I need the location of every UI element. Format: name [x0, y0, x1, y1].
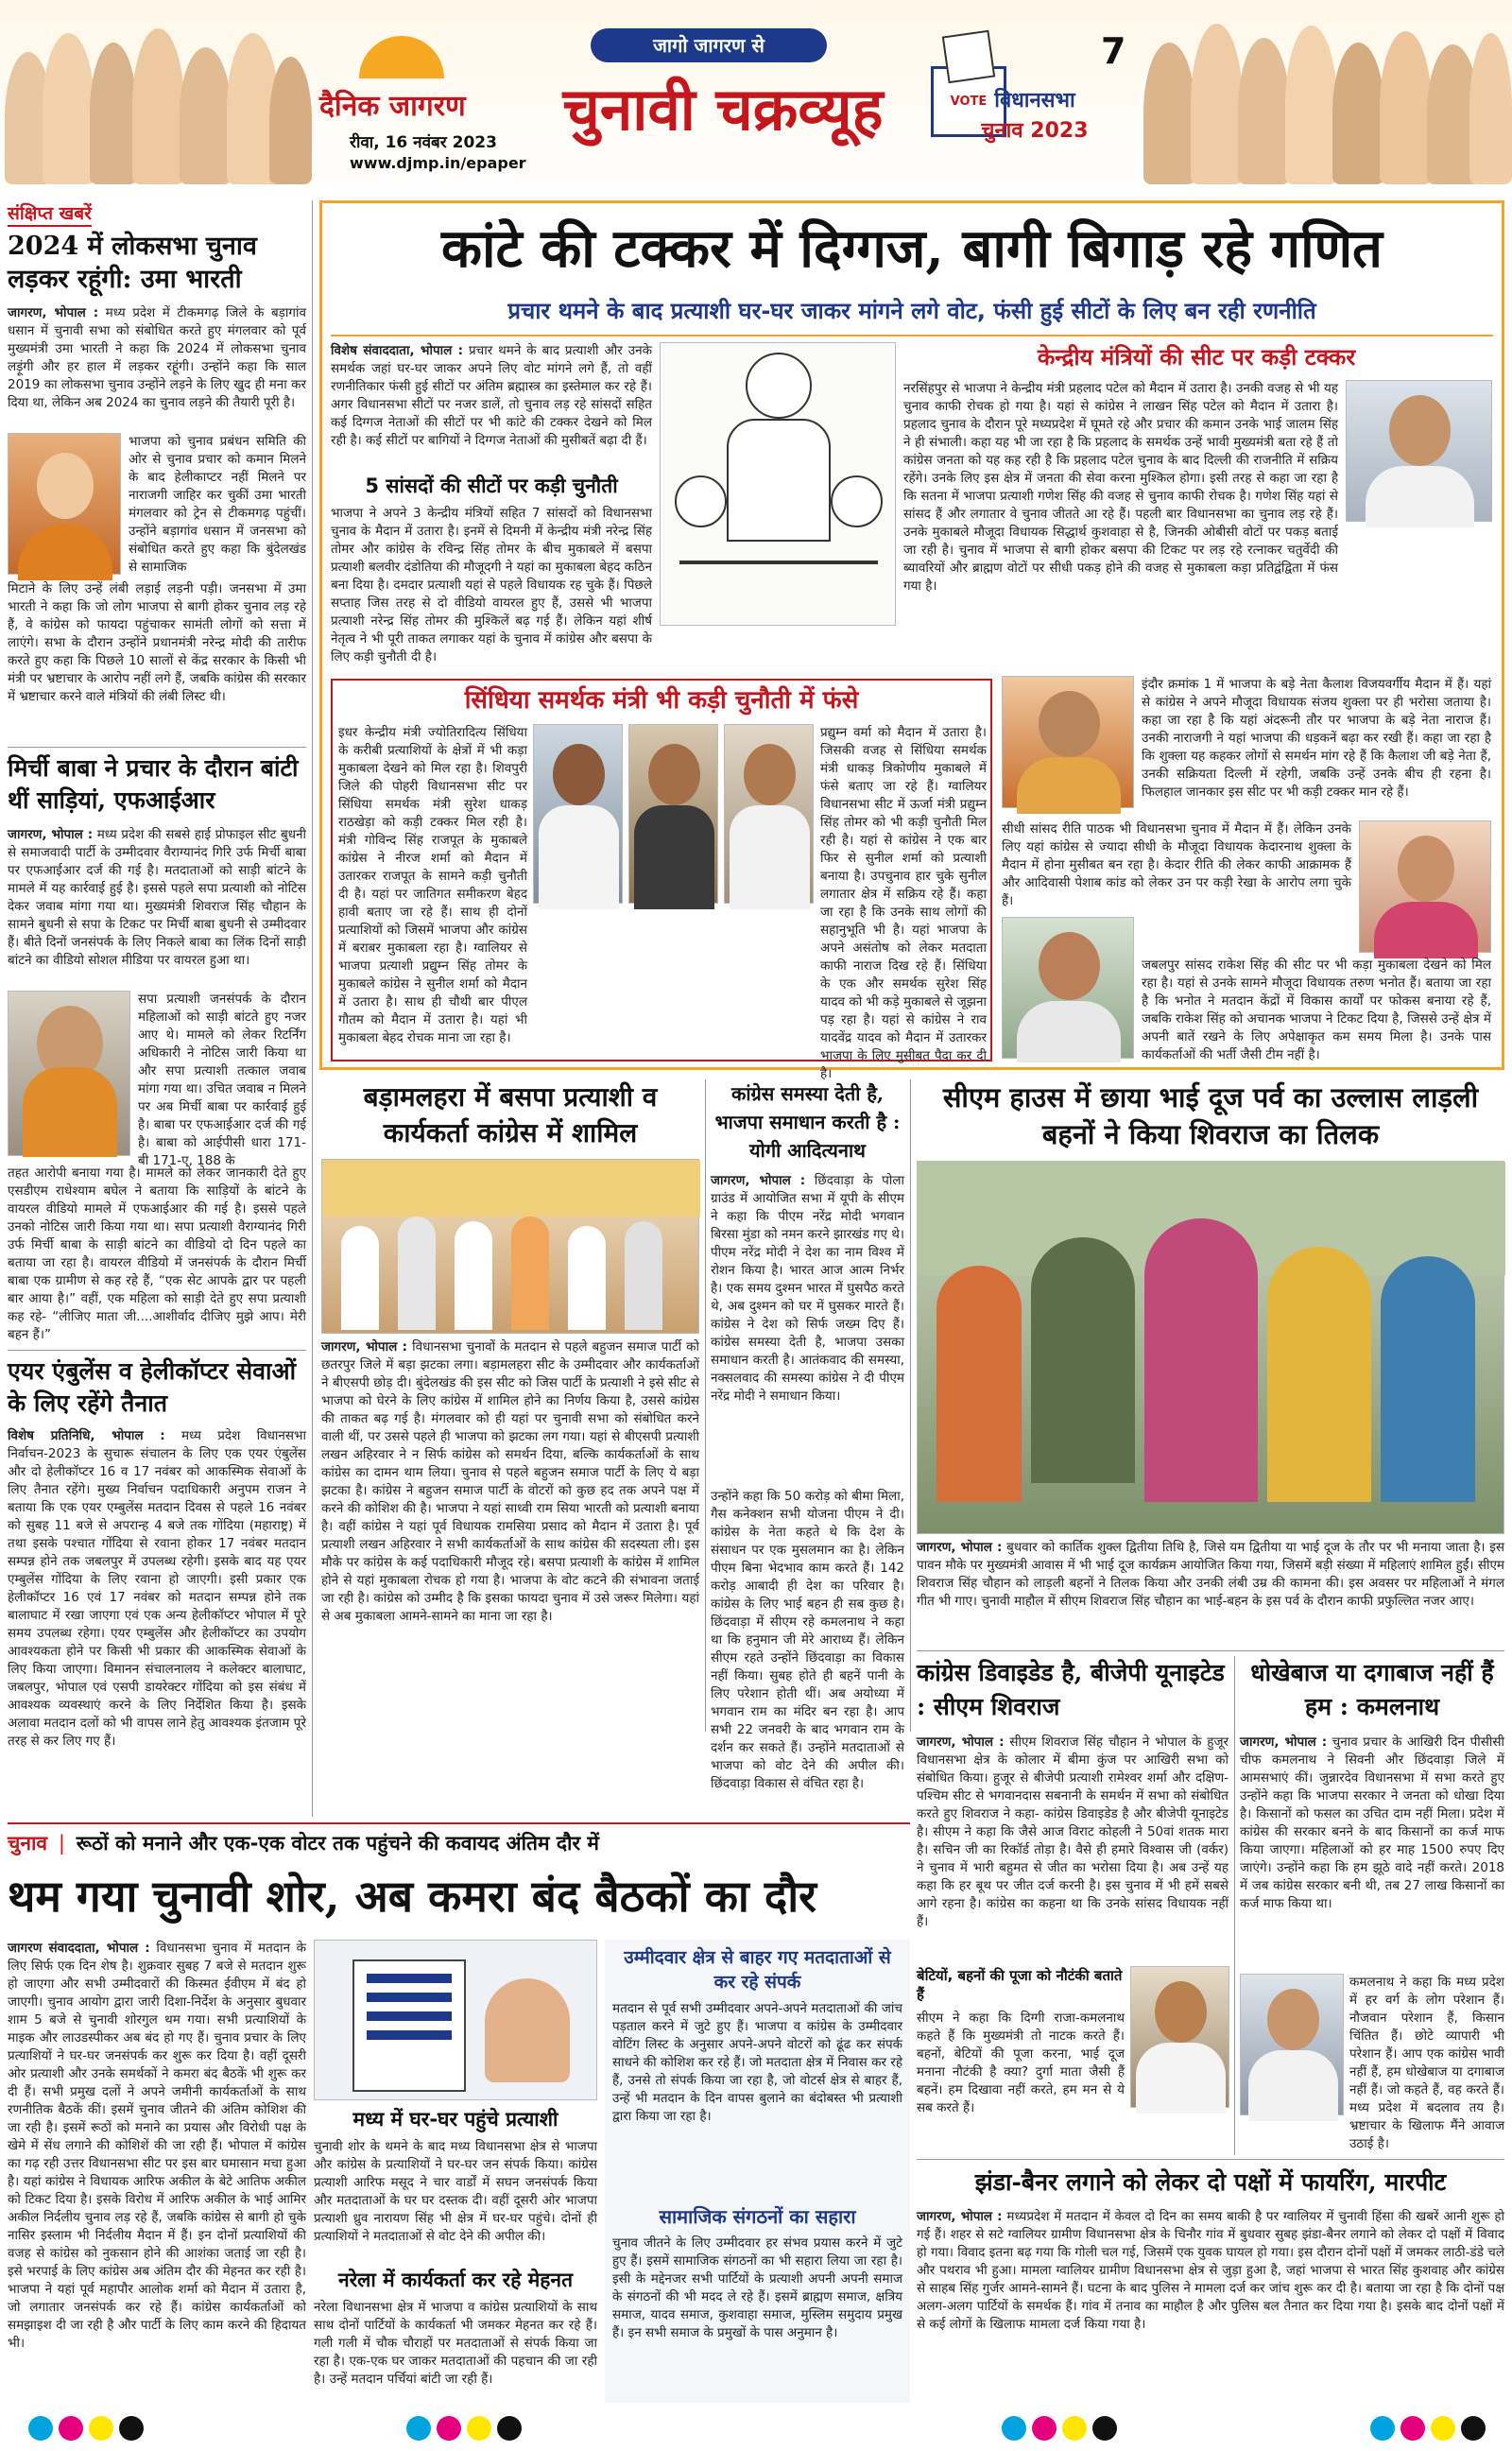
dateline: जागरण, भोपाल :: [321, 1339, 408, 1355]
cmhouse-body: [917, 1539, 1504, 1645]
chunav-sub-3: उम्मीदवार क्षेत्र से बाहर गए मतदाताओं से कर रहे संपर्क: [624, 1947, 891, 1993]
uma-bharti-photo: [8, 433, 121, 575]
yogi-body: [711, 1172, 904, 1484]
paragraph: बुधवार को कार्तिक शुक्ल द्वितीया तिथि है, जिसे यम द्वितीया या भाई दूज के तौर पर भी मनाया जाता है। इस पावन मौके पर मुख्यमंत्री आवास में भी भाई दूज कार्यक्रम आयोजित किया गया, जिसमें बड़ी संख्या में महिलाएं शामिल हुईं। सीएम शिवराज सिंह चौहान को लाड़ली बहनों ने तिलक किया और उनकी लंबी उम्र की कामना की। इस अवसर पर महिलाओं ने मंगल गीत भी गाए। चुनावी माहौल में सीएम शिवराज सिंह चौहान का भाई-बहन के इस पर्व के दौरान काफी प्रफुल्लित नजर आए।: [917, 1540, 1504, 1609]
badamalhara-body: [321, 1338, 699, 1721]
epaper-url: www.djmp.in/epaper: [350, 154, 526, 172]
chunav-kicker: रूठों को मनाने और एक-एक वोटर तक पहुंचने की कवायद अंतिम दौर में: [76, 1832, 599, 1855]
brief-1-body: [8, 304, 306, 429]
dhokebaaz-body: [1240, 1734, 1504, 1968]
candidate-photo-1: [533, 724, 623, 904]
lead-body-5: सीधी सांसद रीति पाठक भी विधानसभा चुनाव में मैदान में हैं। लेकिन उनके लिए यहां कांग्रेस से ज्यादा सीधी के मौजूदा विधायक केदारनाथ शुक्ला के मैदान में होना मुसीबत बन रहा है। केदार रीति की लेकर काफी आक्रामक हैं और आदिवासी पेशाब कांड को लेकर उन पर कड़ी रेखा के आरोप लगा चुके हैं।: [1002, 821, 1351, 908]
paragraph: मध्य प्रदेश में टीकमगढ़ जिले के बड़ागांव धसान में चुनावी सभा को संबोधित करते हुए मंगलवार को पूर्व मुख्यमंत्री उमा भारती ने कहा कि 2024 में लोकसभा चुनाव लड़ूंगी और हर हाल में लड़कर रहूंगी। उन्होंने कहा कि साल 2019 का लोकसभा चुनाव उन्होंने लड़ने के लिए खुद ही मना कर दिया था, लेकिन अब 2024 का चुनाव लड़ने की तैयारी पूरी है।: [8, 305, 306, 410]
divided-body: [917, 1734, 1228, 1960]
badamalhara-photo: [321, 1159, 699, 1334]
brief-2-body: [8, 826, 306, 987]
prahlad-patel-photo: [1346, 380, 1492, 522]
logo-block: [312, 28, 526, 189]
chunav-sub-1: मध्य में घर-घर पहुंचे प्रत्याशी: [352, 2108, 558, 2131]
chunav-body-2: चुनावी शोर के थमने के बाद मध्य विधानसभा क्षेत्र से भाजपा और कांग्रेस के प्रत्याशियों ने घर-घर जन संपर्क किया। कांग्रेस प्रत्याशी आरिफ मसूद ने चार वार्डों में सघन जनसंपर्क किया और मतदाताओं के घर घर दस्तक दी। वहीं दूसरी ओर भाजपा प्रत्याशी ध्रुव नारायण सिंह भी क्षेत्र में घर-घर पहुंचे। दोनों ही प्रत्याशियों ने मतदाताओं से वोट देने की अपील की।: [314, 2139, 597, 2244]
chunav-headline: थम गया चुनावी शोर, अब कमरा बंद बैठकों का दौर: [8, 1871, 816, 1922]
badge-line-2: चुनाव 2023: [981, 119, 1089, 143]
paragraph: सीएम शिवराज सिंह चौहान ने भोपाल के हुजूर विधानसभा क्षेत्र के कोलार में बीमा कुंज पर आखिरी सभा को संबोधित किया। हुजूर से बीजेपी प्रत्याशी रामेश्वर शर्मा और दक्षिण-पश्चिम सीट से भगवानदास सबनानी के समर्थन में सभा को संबोधित करते हुए शिवराज ने कहा- कांग्रेस डिवाइडेड है और बीजेपी यूनाइटेड है। सीएम ने कहा कि जैसे आज विराट कोहली ने 50वां शतक मारा है। सचिन जी का रिकॉर्ड तोड़ा है। वैसे ही हमारे विश्वास जी (वर्कर) ने चुनाव में भारी बहुमत से जीत का भरोसा दिया है। अब उन्हें यह कहा कि हर बूथ पर जीत दर्ज करनी है। इस चुनाव में भी हमें सबसे आगे रहना है। कांग्रेस का कहना था कि उनके सांसद विधायक नहीं हैं।: [917, 1735, 1228, 1929]
chunav-body-1: [8, 1940, 306, 2403]
series-title-block: [524, 28, 921, 189]
crowd-illustration-left: [0, 19, 312, 184]
divided-body-2: सीएम ने कहा कि दिग्गी राजा-कमलनाथ कहते हैं कि मुख्यमंत्री तो नाटक करते हैं। बहनों, बेटियों की पूजा करना, भाई दूज मनाना नौटंकी है क्या? दुर्गा माता जैसी हैं बहनें। हम दिखावा नहीं करते, हम मन से ये सब करते हैं।: [917, 2011, 1125, 2115]
chunav-label: चुनाव: [8, 1832, 48, 1855]
rakesh-singh-photo: [1002, 917, 1134, 1059]
paragraph: मध्य प्रदेश की सबसे हाई प्रोफाइल सीट बुधनी से समाजवादी पार्टी के उम्मीदवार वैराग्यानंद गिरि उर्फ मिर्ची बाबा पर एफआईआर दर्ज की गई है। मतदाताओं को साड़ी बांटने के मामले में यह कार्रवाई हुई है। इससे पहले सपा प्रत्याशी को नोटिस देकर जवाब मांगा गया था। मुख्यमंत्री शिवराज सिंह चौहान के सामने बुधनी से सपा के टिकट पर मिर्ची बाबा बुधनी से उम्मीदवार हैं। बीते दिनों जनसंपर्क के लिए निकले बाबा का लिंक दिनों साड़ी बांटने का वीडियो सोशल मीडिया पर वायरल हुआ था।: [8, 827, 306, 968]
dhokebaaz-headline: धोखेबाज या दगाबाज नहीं हैं हम : कमलनाथ: [1250, 1659, 1494, 1720]
yogi-headline: कांग्रेस समस्या देती है, भाजपा समाधान करती है : योगी आदित्यनाथ: [714, 1082, 901, 1162]
lead-body-3: नरसिंहपुर से भाजपा ने केन्द्रीय मंत्री प्रहलाद पटेल को मैदान में उतारा है। उनकी वजह से भी यह चुनाव काफी रोचक हो गया है। यहां से कांग्रेस ने लाखन सिंह पटेल को मैदान में उतारा है। प्रहलाद चुनाव के दौरान पूरे मध्यप्रदेश में घूमते रहे और प्रचार की कमान उनके भाई जालम सिंह ने ही संभाली। कहा यह भी जा रहा है कि प्रहलाद के समर्थक उन्हें भावी मुख्यमंत्री बता रहे हैं तो कांग्रेस जनता को यह कह रही है कि प्रहलाद पटेल चुनाव के बाद दिल्ली की राजनीति में सक्रिय रहेंगे। उनके लिए इस क्षेत्र में जनता की सेवा करना मुश्किल होगा। इसी तरह से कहा जा रहा है कि सतना में भाजपा प्रत्याशी गणेश सिंह की वजह से चुनाव काफी रोचक है। गणेश सिंह यहां से सांसद हैं और लगातार वे चुनाव जीतते आ रहे हैं। पहली बार विधानसभा का चुनाव लड़ रहे हैं। उनके मुकाबले मौजूदा विधायक सिद्धार्थ कुशवाहा से है, जिनकी ओबीसी वोटों पर पकड़ बताई जा रही है। चुनाव में भाजपा से बागी होकर बसपा की टिकट पर लड़ रहे रत्नाकर चतुर्वेदी की ब्यावरियों और ब्राह्मण वोटों पर सीधी पकड़ होने की वजह से मुकाबला कड़ा प्रतिद्वंद्विता में फंस गया है।: [903, 381, 1338, 594]
paragraph: विधानसभा चुनावों के मतदान से पहले बहुजन समाज पार्टी को छतरपुर जिले में बड़ा झटका लगा। बड़ामलहरा सीट के उम्मीदवार और कार्यकर्ताओं ने बीएसपी छोड़ दी। बुंदेलखंड की इस सीट को जिस पार्टी के प्रत्याशी ने इसे सीट से भाजपा को घेरने के लिए कांग्रेस में शामिल होने का निर्णय किया है, उससे कांग्रेस की ताकत बढ़ गई है। मंगलवार को ही यहां पर चुनावी सभा को संबोधित करने वाली थीं, पर उससे पहले ही भाजपा को झटका लग गया। यहां से बीएसपी प्रत्याशी लखन अहिरवार ने न सिर्फ कांग्रेस को समर्थन दिया, बल्कि कार्यकर्ताओं के साथ कांग्रेस का दामन थाम लिया। चुनाव से पहले बहुजन समाज पार्टी के लिए ये बड़ा झटका है। कांग्रेस ने बहुजन समाज पार्टी के वोटरों को कुछ हद तक अपने पक्ष में करने की कोशिश की है। भाजपा ने यहां साध्वी राम सिया भारती को प्रत्याशी बनाया है। वहीं कांग्रेस ने यहां पूर्व विधायक रामसिया प्रसाद को मैदान में उतारा है। पूर्व प्रत्याशी लखन अहिरवार ने सभी कार्यकर्ताओं के साथ कांग्रेस की सदस्यता ली। इस मौके पर कांग्रेस के कई पदाधिकारी मौजूद रहे। बसपा प्रत्याशी के कांग्रेस में शामिल होने से यहां मुकाबला रोचक हो गया है। भाजपा के वोट कटने की संभावना जताई जा रही है। कांग्रेस को उम्मीद है कि इसका फायदा चुनाव में उसे जरूर मिलेगा। यहां से अब मुकाबला आमने-सामने का माना जा रहा है।: [321, 1339, 699, 1624]
crowd-illustration-right: [1143, 19, 1512, 184]
brief-section: [8, 200, 306, 225]
paragraph: मध्यप्रदेश में मतदान में केवल दो दिन का समय बाकी है पर ग्वालियर में चुनावी हिंसा की खबरें आनी शुरू हो गई हैं। शहर से सटे ग्वालियर ग्रामीण विधानसभा क्षेत्र के चिनौर गांव में बुधवार सुबह झंडा-बैनर लगाने को लेकर दो पक्षों में विवाद हो गया। विवाद इतना बढ़ गया कि गोली चल गई, जिसमें एक युवक घायल हो गया। इस दौरान दोनों पक्षों में जमकर लाठी-डंडे चले और पथराव भी हुआ। मामला ग्वालियर ग्रामीण विधानसभा क्षेत्र से जुड़ा हुआ है, जहां भाजपा से भारत सिंह कुशवाह और कांग्रेस से साहब सिंह गुर्जर आमने-सामने हैं। घटना के बाद पुलिस ने मामला दर्ज कर जांच शुरू कर दी है। बताया जा रहा है कि दोनों पक्ष अलग-अलग पार्टियों के समर्थक हैं। गांव में तनाव का माहौल है और पुलिस बल तैनात कर दिया गया है। इसके बाद दोनों पक्षों में से कई लोगों के खिलाफ मामला दर्ज किया गया है।: [917, 2209, 1504, 2332]
lead-body-4: इंदौर क्रमांक 1 में भाजपा के बड़े नेता कैलाश विजयवर्गीय मैदान में हैं। यहां से कांग्रेस ने अपने मौजूदा विधायक संजय शुक्ला पर ही भरोसा जताया है। कहा जा रहा है कि यहां अंदरूनी तौर पर भाजपा के बड़े नेता नाराज हैं। उनकी नाराजगी ने यहां भाजपा की धड़कनें बढ़ा कर रखी हैं। कहा जा रहा है कि शुक्ला यह कहकर लोगों से समर्थन मांग रहे हैं कि कैलाश जी बड़े नेता हैं, उनकी सक्रियता दिल्ली में रहेगी, जबकि उन्हें उनके बीच ही रहना है। फिलहाल जानकार इस सीट पर भी कड़ी टक्कर मान रहे हैं।: [1142, 677, 1491, 800]
riti-pathak-photo: [1359, 820, 1491, 953]
bhai-dooj-photo: [917, 1161, 1504, 1534]
scindia-headline: सिंधिया समर्थक मंत्री भी कड़ी चुनौती में फंसे: [464, 686, 859, 715]
mirchi-baba-photo: [8, 991, 130, 1156]
scindia-body-3: [533, 909, 987, 1057]
dhokebaaz-body-2: कमलनाथ ने कहा कि मध्य प्रदेश में हर वर्ग के लोग परेशान हैं। नौजवान परेशान हैं, किसान चिंतित हैं। छोटे व्यापारी भी परेशान हैं। आप एक कांग्रेस भावी नहीं हैं, हम धोखेबाज या दगाबाज नहीं हैं। जो कहते हैं, वह करते हैं। मध्य प्रदेश में बदलाव तय है। भ्रष्टाचार के खिलाफ मैंने आवाज उठाई है।: [1349, 1975, 1504, 2151]
badge-line-1: विधानसभा: [994, 89, 1075, 112]
candidate-photo-2: [628, 724, 718, 904]
brief-2-body-3: तहत आरोपी बनाया गया है। मामले को लेकर जानकारी देते हुए एसडीएम राधेश्याम बघेल ने बताया कि साड़ियों के बांटने के वायरल वीडियो मामले में एफआईआर की गई है। इससे पहले उनको नोटिस जारी किया गया था। सपा प्रत्याशी वैराग्यानंद गिरी उर्फ मिर्ची बाबा के साड़ी बांटने का वीडियो दो दिन पहले का बताया जा रहा है। वायरल वीडियो में जनसंपर्क के दौरान मिर्ची बाबा एक ग्रामीण से कह रहे हैं, “एक सेट आपके द्वार पर पहली बार आया है।” वहीं, एक महिला को साड़ी देते हुए सपा प्रत्याशी कह रहे- “लीजिए माता जी....आशीर्वाद दीजिए मुझे आप। मेरी बहन हैं।”: [8, 1165, 306, 1342]
divided-headline: कांग्रेस डिवाइडेड है, बीजेपी यूनाइटेड : सीएम शिवराज: [917, 1659, 1225, 1720]
dateline: जागरण, भोपाल :: [8, 305, 99, 320]
lead-headline: कांटे की टक्कर में दिग्गज, बागी बिगाड़ रहे गणित: [441, 217, 1383, 280]
lead-body-1: [331, 342, 652, 465]
rising-sun-icon: [359, 36, 444, 78]
registration-marks: [0, 2408, 1512, 2451]
brief-2-body-2: सपा प्रत्याशी जनसंपर्क के दौरान महिलाओं को साड़ी बांटते हुए नजर आए थे। मामले को लेकर रिटर्निंग अधिकारी ने नोटिस जारी किया था और सपा प्रत्याशी तत्काल जवाब मांगा गया था। उचित जवाब न मिलने पर अब मिर्ची बाबा पर कार्रवाई हुई है। बाबा पर एफआईआर दर्ज की गई है। बाबा को आईपीसी धारा 171- बी 171-ए, 188 के: [138, 992, 306, 1168]
dateline: जागरण, भोपाल :: [917, 1540, 1003, 1555]
dateline: जागरण, भोपाल :: [917, 1735, 1005, 1750]
kamalnath-photo: [1240, 1974, 1344, 2115]
dateline: जागरण संवाददाता, भोपाल :: [8, 1941, 150, 1956]
badamalhara-headline: बड़ामलहरा में बसपा प्रत्याशी व कार्यकर्ता कांग्रेस में शामिल: [363, 1081, 658, 1148]
lead-body-6: जबलपुर सांसद राकेश सिंह की सीट पर भी कड़ा मुकाबला देखने को मिल रहा है। यहां से उनके सामने मौजूदा विधायक तरुण भनोत हैं। बताया जा रहा है कि भनोत ने मतदान केंद्रों में विकास कार्यों पर फोकस बनाया रहे हैं, जबकि राकेश सिंह को अचानक भाजपा ने टिकट दिया है, जिससे उन्हें क्षेत्र में अपनी बातें रखने के लिए अपेक्षाकृत कम समय मिला है। उनके पास कार्यकर्ताओं की भर्ती जैसी टीम नहीं है।: [1142, 958, 1491, 1062]
section-label: संक्षिप्त खबरें: [8, 200, 92, 227]
brief-1-body-2: भाजपा को चुनाव प्रबंधन समिति की ओर से चुनाव प्रचार को कमान मिलने के बाद हेलीकाप्टर नहीं मिलने पर नाराजगी जाहिर कर चुकीं उमा भारती मंगलवार को ट्रेन से टीकमगढ़ पहुंचीं। उन्होंने बड़ागांव धसान में जनसभा को संबोधित करते हुए कहा कि बुंदेलखंड से सामाजिक: [129, 434, 306, 575]
yogi-body-2: उन्होंने कहा कि 50 करोड़ को बीमा मिला, गैस कनेक्शन सभी योजना पीएम ने दी। कांग्रेस के नेता कहते थे कि देश के संसाधन पर एक मुसलमान का है। लेकिन पीएम बिना भेदभाव काम करते हैं। 142 करोड़ आबादी ही देश का परिवार है। कांग्रेस के लिए भाई बहन ही सब कुछ है। छिंदवाड़ा में सीएम रहे कमलनाथ ने कहा था कि हनुमान जी मेरे आराध्य हैं। लेकिन सीएम रहते उन्होंने छिंदवाड़ा का विकास नहीं किया। सुबह होते ही बहनें पानी के लिए परेशान होती थीं। अब अयोध्या में भगवान राम का मंदिर बन रहा है। आप सभी 22 जनवरी के बाद भगवान राम के दर्शन कर सकते हैं। उन्होंने मतदाताओं से भाजपा को वोट देने की अपील की। छिंदवाड़ा विकास से वंचित रहा है।: [711, 1489, 904, 1791]
chunav-body-5: चुनाव जीतने के लिए उम्मीदवार हर संभव प्रयास करने में जुटे हुए हैं। इसमें सामाजिक संगठनों का भी सहारा लिया जा रहा है। इसी के मद्देनजर सभी पार्टियों के प्रत्याशी अपनी अपनी समाज के संगठनों की भी मदद ले रहे हैं। इसमें ब्राह्मण समाज, क्षत्रिय समाज, यादव समाज, कुशवाहा समाज, मुस्लिम समुदाय प्रमुख हैं। इन सभी समाज के प्रमुखों के पास अनुमान है।: [612, 2235, 902, 2340]
chunav-body-3: नरेला विधानसभा क्षेत्र में भाजपा व कांग्रेस प्रत्याशियों के साथ साथ दोनों पार्टियों के कार्यकर्ता भी जमकर मेहनत कर रहे हैं। गली गली में चौक चौराहों पर मतदाताओं से संपर्क किया जा रहा है। एक-एक घर जाकर मतदाताओं की पहचान की जा रही है। उन्हें मतदान पर्चियां बांटी जा रही हैं।: [314, 2300, 597, 2387]
masthead: [0, 0, 1512, 194]
brief-3-body: [8, 1427, 306, 1815]
scindia-body-1: इधर केन्द्रीय मंत्री ज्योतिरादित्य सिंधिया के करीबी प्रत्याशियों के क्षेत्रों में भी कड़ा मुकाबला देखने को मिल रहा है। शिवपुरी जिले की पोहरी विधानसभा सीट पर सिंधिया समर्थक मंत्री सुरेश धाकड़ राठखेड़ा को कड़ी टक्कर मिल रही है। मंत्री गोविन्द सिंह राजपूत के मुकाबले कांग्रेस ने नीरज शर्मा को मैदान में उतारकर राजपूत के सामने कड़ी चुनौती दी है। यहां पर जातिगत समीकरण बेहद हावी बताए जा रहे हैं। साथ ही दोनों प्रत्याशियों को जिसमें भाजपा और कांग्रेस में बराबर मुकाबला रहा है। ग्वालियर से भाजपा प्रत्याशी प्रद्युम्न सिंह तोमर के मुकाबले कांग्रेस ने सुनील शर्मा को मैदान में उतारा है। साथ ही चौथी बार पीएल गौतम को मैदान में उतारा है। यहां भी मुकाबला बेहद रोचक माना जा रहा है।: [338, 725, 527, 1045]
tagline: जागो जागरण से: [591, 28, 827, 62]
chunav-sub-4: सामाजिक संगठनों का सहारा: [659, 2205, 856, 2228]
brief-1-body-3: मिटाने के लिए उन्हें लंबी लड़ाई लड़नी पड़ी। जनसभा में उमा भारती ने कहा कि जो लोग भाजपा से बागी होकर चुनाव लड़ रहे हैं, वे कांग्रेस को फायदा पहुंचाकर सामंती लोगों को सत्ता में लाएंगे। सभा के दौरान उन्होंने प्रधानमंत्री नरेन्द्र मोदी की तारीफ करते हुए कहा कि पिछले 10 सालों से केंद्र सरकार के किसी भी मंत्री पर भ्रष्टाचार के आरोप नहीं लगे हैं, जबकि कांग्रेस की सरकार में भ्रष्टाचार करने वाले मंत्रियों की लंबी लिस्ट थी।: [8, 581, 306, 704]
cartoon-illustration: [660, 342, 896, 626]
candidate-photo-3: [724, 724, 814, 904]
paragraph: विधानसभा चुनाव में मतदान के लिए सिर्फ एक दिन शेष है। शुक्रवार सुबह 7 बजे से मतदान शुरू हो जाएगा और सभी उम्मीदवारों की किस्मत ईवीएम में बंद हो जाएगी। चुनाव आयोग द्वारा जारी दिशा-निर्देश के अनुसार बुधवार शाम 5 बजे से चुनावी शोरगुल थम गया। सभी प्रत्याशियों के माइक और लाउडस्पीकर अब बंद हो गए हैं। चुनाव प्रचार के लिए प्रत्याशियों ने घर-घर जनसंपर्क कर शुरू कर दिया है। वहीं दूसरी ओर प्रत्याशी और उनके समर्थकों ने कमरा बंद बैठकें भी शुरू कर दी हैं। सभी प्रमुख दलों ने अपने जमीनी कार्यकर्ताओं के साथ रणनीतिक बैठकें कीं। इसमें चुनाव जीतने की अंतिम कोशिश की जा रही है। इसमें रूठों को मनाने का प्रयास और विरोधी पक्ष के खेमे में सेंध लगाने की कोशिशें की जा रही हैं। भोपाल में कांग्रेस का गढ़ रही उत्तर विधानसभा सीट पर इस बार घमासान मचा हुआ है। यहां कांग्रेस ने विधायक आरिफ अकील के बेटे आतिफ अकील को टिकट दिया है। इसके विरोध में आरिफ अकील के भाई आमिर अकील निर्दलीय चुनाव लड़ रहे हैं, जबकि कांग्रेस से बागी हो चुके नासिर इस्लाम भी निर्दलीय मैदान में हैं। इन दोनों प्रत्याशियों की वजह से कांग्रेस को नुकसान होने की आशंका जताई जा रही है। इसे भरपाई के लिए कांग्रेस अब अंतिम दौर की मेहनत कर रही है। भाजपा ने यहां पूर्व महापौर आलोक शर्मा को मैदान में उतारा है, जो लगातार जनसंपर्क कर रहे हैं। कांग्रेस कार्यकर्ताओं को समझाइश दी जा रही है और पार्टी के लिए काम करने की हिदायत भी।: [8, 1941, 306, 2351]
lead-subhead: प्रचार थमने के बाद प्रत्याशी घर-घर जाकर मांगने लगे वोट, फंसी हुई सीटों के लिए बन रही रणनीति: [507, 298, 1316, 324]
lead-sub-1: 5 सांसदों की सीटों पर कड़ी चुनौती: [365, 475, 618, 497]
election-badge: [964, 66, 1106, 161]
chunav-body-4: मतदान से पूर्व सभी उम्मीदवार अपने-अपने मतदाताओं की जांच पड़ताल करने में जुटे हुए हैं। भाजपा व कांग्रेस के उम्मीदवार वोटिंग लिस्ट के अनुसार अपने-अपने वोटरों को ढूंढ कर संपर्क साधने की कोशिश कर रहे हैं। जो मतदाता क्षेत्र में निवास कर रहे हैं, उनसे तो संपर्क किया जा रहा है, जो वोटर्स क्षेत्र से बाहर हैं, उन्हें भी मतदान के दिन वापस बुलाने का बंदोबस्त भी प्रत्याशी द्वारा किया जा रहा है।: [612, 2001, 902, 2124]
chunav-kicker-row: चुनाव | रूठों को मनाने और एक-एक वोटर तक पहुंचने की कवायद अंतिम दौर में: [8, 1832, 599, 1855]
dateline: विशेष प्रतिनिधि, भोपाल :: [8, 1428, 165, 1443]
jhanda-body: [917, 2208, 1504, 2403]
brief-1-headline: 2024 में लोकसभा चुनाव लड़कर रहूंगी: उमा भारती: [8, 232, 257, 294]
kailash-vijayvargiya-photo: [1002, 676, 1134, 808]
cmhouse-headline: सीएम हाउस में छाया भाई दूज पर्व का उल्लास लाड़ली बहनों ने किया शिवराज का तिलक: [942, 1081, 1479, 1150]
brief-2-headline: मिर्ची बाबा ने प्रचार के दौरान बांटी थीं साड़ियां, एफआईआर: [8, 754, 299, 814]
evm-illustration: [314, 1940, 597, 2100]
series-title: चुनावी चक्रव्यूह: [562, 75, 884, 144]
lead-sub-2: केन्द्रीय मंत्रियों की सीट पर कड़ी टक्कर: [1037, 344, 1356, 371]
paragraph: चुनाव प्रचार के आखिरी दिन पीसीसी चीफ कमलनाथ ने सिवनी और छिंदवाड़ा जिले में आमसभाएं कीं। जुन्नारदेव विधानसभा में सभा करते हुए उन्होंने कहा कि भाजपा सरकार ने जनता को धोखा दिया है। किसानों को फसल का उचित दाम नहीं मिला। प्रदेश में कांग्रेस की सरकार बनने के बाद किसानों का कर्ज माफ किया जाएगा। महिलाओं को हर माह 1500 रुपए दिए जाएंगे। उन्होंने कहा कि हम झूठे वादे नहीं करते। 2018 में जब कांग्रेस सरकार बनी थी, तब 27 लाख किसानों का कर्ज माफ किया था।: [1240, 1735, 1504, 1911]
scindia-body-2: प्रद्युम्न वर्मा को मैदान में उतारा है। जिसकी वजह से सिंधिया समर्थक मंत्री धाकड़ त्रिकोणीय मुकाबले में फंसे बताए जा रहे हैं। ग्वालियर विधानसभा सीट में ऊर्जा मंत्री प्रद्युम्न सिंह तोमर को भी कड़ी चुनौती मिल रही है। यहां से कांग्रेस ने एक बार फिर से सुनील शर्मा को प्रत्याशी बनाया है। उपचुनाव हार चुके सुनील लगातार क्षेत्र में सक्रिय रहे हैं। कहा जा रहा है कि उनके साथ लोगों की सहानुभूति भी है। यहां भाजपा के अपने असंतोष को लेकर मतदाता काफी नाराज दिख रहे हैं। सिंधिया के एक और समर्थक सुरेश सिंह यादव को भी कड़े मुकाबले से जूझना पड़ रहा है। यहां से कांग्रेस ने राव यादवेंद्र यादव को मैदान में उतारकर भाजपा के लिए मुसीबत पैदा कर दी है।: [820, 725, 987, 1081]
dateline: जागरण, भोपाल :: [8, 827, 94, 842]
paragraph: छिंदवाड़ा के पोला ग्राउंड में आयोजित सभा में यूपी के सीएम ने कहा कि पीएम नरेंद्र मोदी भगवान बिरसा मुंडा को नमन करने झारखंड गए थे। पीएम नरेंद्र मोदी ने देश का नाम विश्व में रोशन किया है। भारत आज आत्म निर्भर है। एक समय दुश्मन भारत में घुसपैठ करते थे, अब दुश्मन को घर में घुसकर मारते हैं। कांग्रेस ने देश को सिर्फ जख्म दिए हैं। कांग्रेस समस्या देती है, भाजपा उसका समाधान करती है। आतंकवाद की समस्या, नक्सलवाद की समस्या कांग्रेस ने दी पीएम नरेंद्र मोदी ने समाधान किया।: [711, 1173, 904, 1404]
dateline: जागरण, भोपाल :: [711, 1173, 806, 1188]
paragraph: मध्य प्रदेश विधानसभा निर्वाचन-2023 के सुचारू संचालन के लिए एक एयर एंबुलेंस और दो हेलीकॉप्टर 16 व 17 नवंबर को आकस्मिक सेवाओं के लिए तैनात रहेंगे। मुख्य निर्वाचन पदाधिकारी अनुपम राजन ने बताया कि एक एयर एम्बुलेंस मतदान दिवस से पहले 16 नवंबर को सुबह 11 बजे से अपरान्ह 4 बजे तक गोंदिया (महाराष्ट्र) में तथा इसके पश्चात गोंदिया से रवाना होकर 17 नवंबर मतदान सम्पन्न होने तक जबलपुर में उपलब्ध रहेगी। इसके बाद यह एयर एम्बुलेंस गोंदिया के लिए रवाना हो जाएगी। इसी प्रकार एक हेलीकॉप्टर 16 एवं 17 नवंबर को मतदान सम्पन्न होने तक बालाघाट में रखा जाएगा एवं एक अन्य हेलीकॉप्टर भोपाल में पूरे समय उपलब्ध रहेगा। एयर एम्बुलेंस और हेलीकॉप्टर का उपयोग आवश्यकता होने पर किसी भी प्रकार की आकस्मिक सेवाओं के लिए किया जाएगा। विमानन संचालनालय ने कलेक्टर बालाघाट, जबलपुर, भोपाल एवं एसपी डायरेक्टर गोंदिया को इस संबंध में आवश्यक व्यवस्थाएं करने के लिए निर्देशित किया है। इसके अलावा मतदान दलों को भी वापस लाने हेतु आवश्यक इंतजाम पूरे तरह से कर लिए गए हैं।: [8, 1428, 306, 1749]
shivraj-photo: [1130, 1966, 1229, 2108]
jhanda-headline: झंडा-बैनर लगाने को लेकर दो पक्षों में फायरिंग, मारपीट: [974, 2168, 1447, 2196]
logo-text: दैनिक जागरण: [319, 90, 466, 123]
paragraph: प्रचार थमने के बाद प्रत्याशी और उनके समर्थक जहां घर-घर जाकर अपने लिए वोट मांगने लगे हैं, तो वहीं रणनीतिकार फंसी हुई सीटों पर अंतिम ब्रह्मास्त्र का इस्तेमाल कर रहे हैं। अगर विधानसभा सीटों पर नजर डालें, तो चुनाव लड़ रहे सांसदों सहित कई दिग्गज नेताओं की सीटों पर भी कांटे की टक्कर देखने को मिल रही है। कई सीटों पर बागियों ने दिग्गज नेताओं की मुसीबतें बढ़ा दी हैं।: [331, 343, 652, 448]
dateline: जागरण, भोपाल :: [917, 2209, 1003, 2224]
vote-label: VOTE: [950, 95, 988, 109]
chunav-sub-2: नरेला में कार्यकर्ता कर रहे मेहनत: [337, 2269, 574, 2291]
lead-body-2: भाजपा ने अपने 3 केन्द्रीय मंत्रियों सहित 7 सांसदों को विधानसभा चुनाव के मैदान में उतारा है। इनमें से दिमनी में केन्द्रीय मंत्री नरेन्द्र सिंह तोमर और कांग्रेस के रविन्द्र सिंह तोमर के बीच मुकाबले में बसपा प्रत्याशी बलवीर दंडोतिया की मौजूदगी ने यहां का मुकाबला बेहद कठिन बना दिया है। दमदार प्रत्याशी यहां से पहले विधायक रह चुके हैं। पिछले सप्ताह जिस तरह से दो वीडियो वायरल हुए हैं, उससे भी भाजपा प्रत्याशी नरेन्द्र सिंह तोमर की मुश्किलें बढ़ गई हैं। लेकिन यहां शीर्ष नेतृत्व ने भी पूरी ताकत लगाकर यहां के चुनाव में कांग्रेस और बसपा के लिए कड़ी चुनौती दी है।: [331, 506, 652, 665]
divided-sub: बेटियों, बहनों की पूजा को नौटंकी बताते हैं: [917, 1967, 1123, 2003]
dateline: जागरण, भोपाल :: [1240, 1735, 1328, 1750]
city-date: रीवा, 16 नवंबर 2023: [350, 133, 497, 152]
brief-3-headline: एयर एंबुलेंस व हेलीकॉप्टर सेवाओं के लिए रहेंगे तैनात: [8, 1357, 297, 1417]
dateline: विशेष संवाददाता, भोपाल :: [331, 343, 464, 358]
page-number: 7: [1101, 30, 1126, 72]
